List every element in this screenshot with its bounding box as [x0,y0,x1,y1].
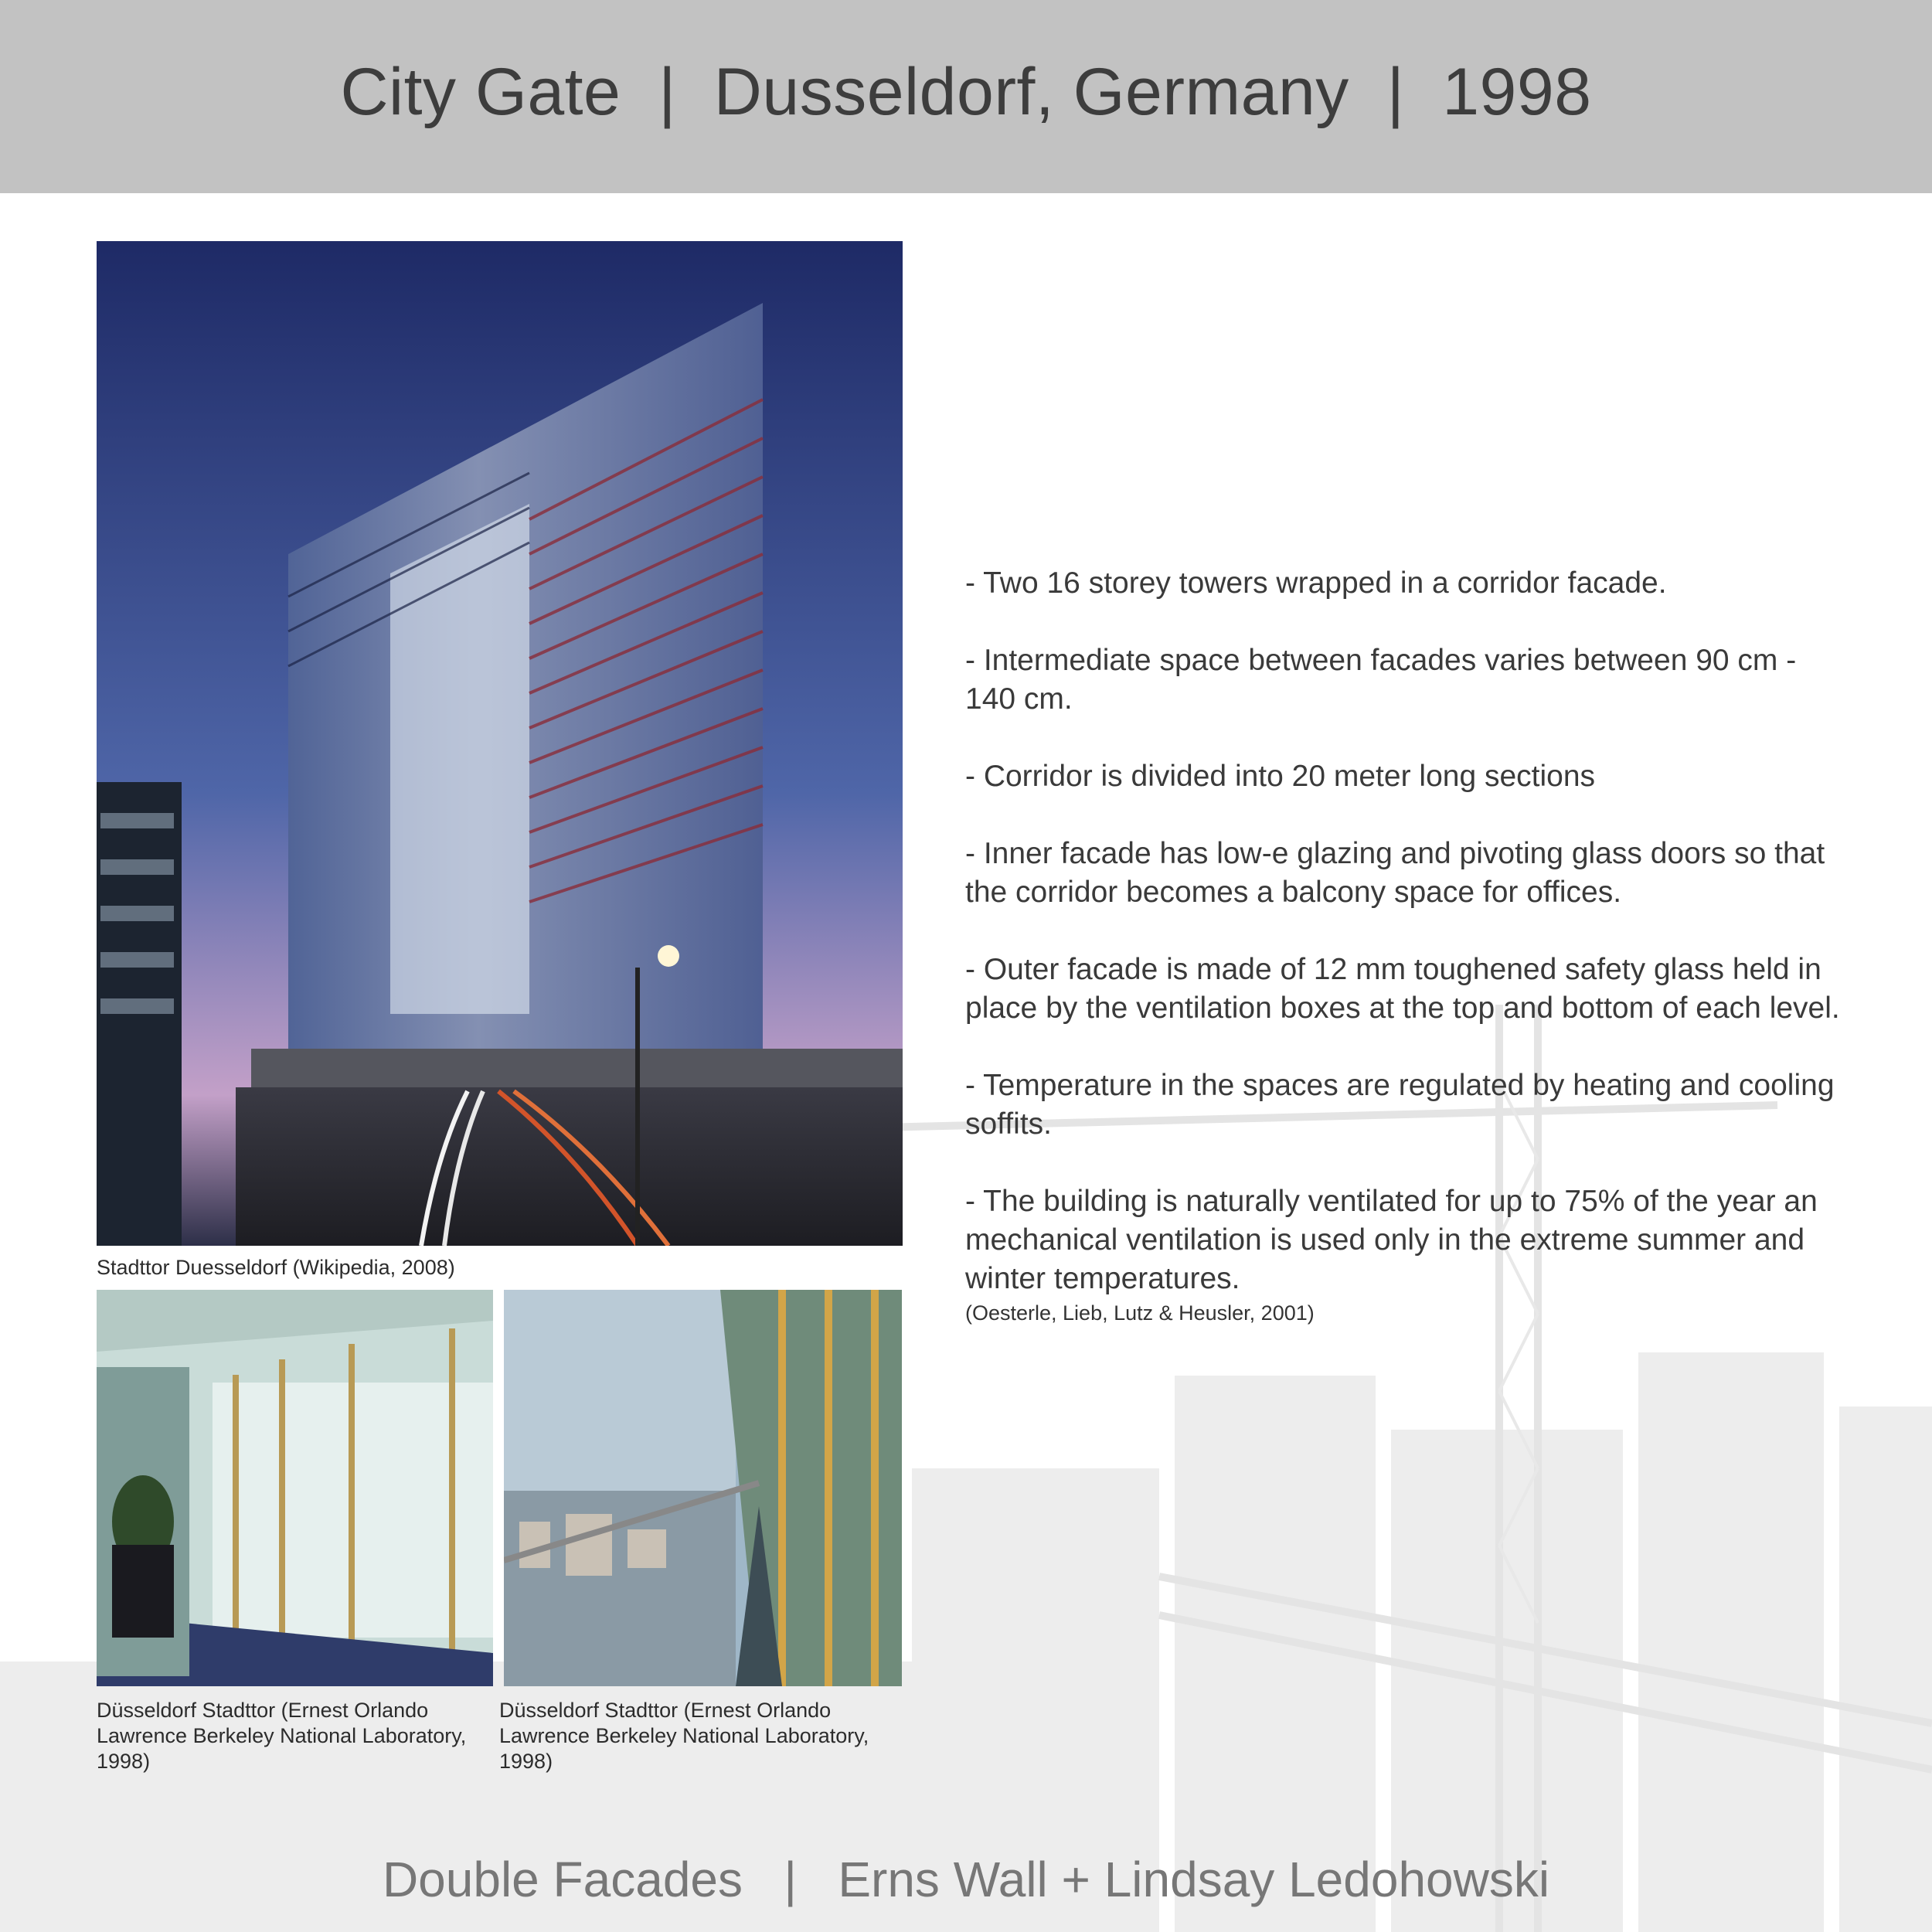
interior-photo-right [504,1290,902,1686]
main-building-photo [97,241,903,1246]
paragraph: - Two 16 storey towers wrapped in a corridor facade. [965,566,1667,600]
corridor-photo-icon [504,1290,902,1686]
page-title: City Gate | Dusseldorf, Germany | 1998 [340,55,1592,129]
interior-left-caption: Düsseldorf Stadttor (Ernest Orlando Lawrence Berkeley National Laboratory, 1998) [97,1699,467,1773]
paragraph: - Outer facade is made of 12 mm toughened safety glass held in place by the ventilation boxes at the top and bottom of each level. [965,953,1840,1025]
paragraph: - Temperature in the spaces are regulated by heating and cooling soffits. [965,1069,1835,1141]
building-photo-icon [97,241,903,1246]
corridor-photo-icon [97,1290,493,1686]
main-photo-caption: Stadttor Duesseldorf (Wikipedia, 2008) [97,1256,455,1279]
interior-photo-left [97,1290,493,1686]
footer-title: Double Facades | Erns Wall + Lindsay Ledohowski [382,1852,1550,1907]
paragraph: - The building is naturally ventilated for up to 75% of the year an mechanical ventilation is used only in the extreme summer and winter temperatures. [965,1185,1818,1295]
paragraph: - Inner facade has low-e glazing and pivoting glass doors so that the corridor becomes a balcony space for offices. [965,837,1825,909]
paragraph: - Intermediate space between facades varies between 90 cm - 140 cm. [965,644,1797,716]
paragraph: - Corridor is divided into 20 meter long sections [965,760,1596,793]
description-text [965,564,1854,1326]
citation: (Oesterle, Lieb, Lutz & Heusler, 2001) [965,1301,1315,1325]
interior-right-caption: Düsseldorf Stadttor (Ernest Orlando Lawrence Berkeley National Laboratory, 1998) [499,1699,869,1773]
